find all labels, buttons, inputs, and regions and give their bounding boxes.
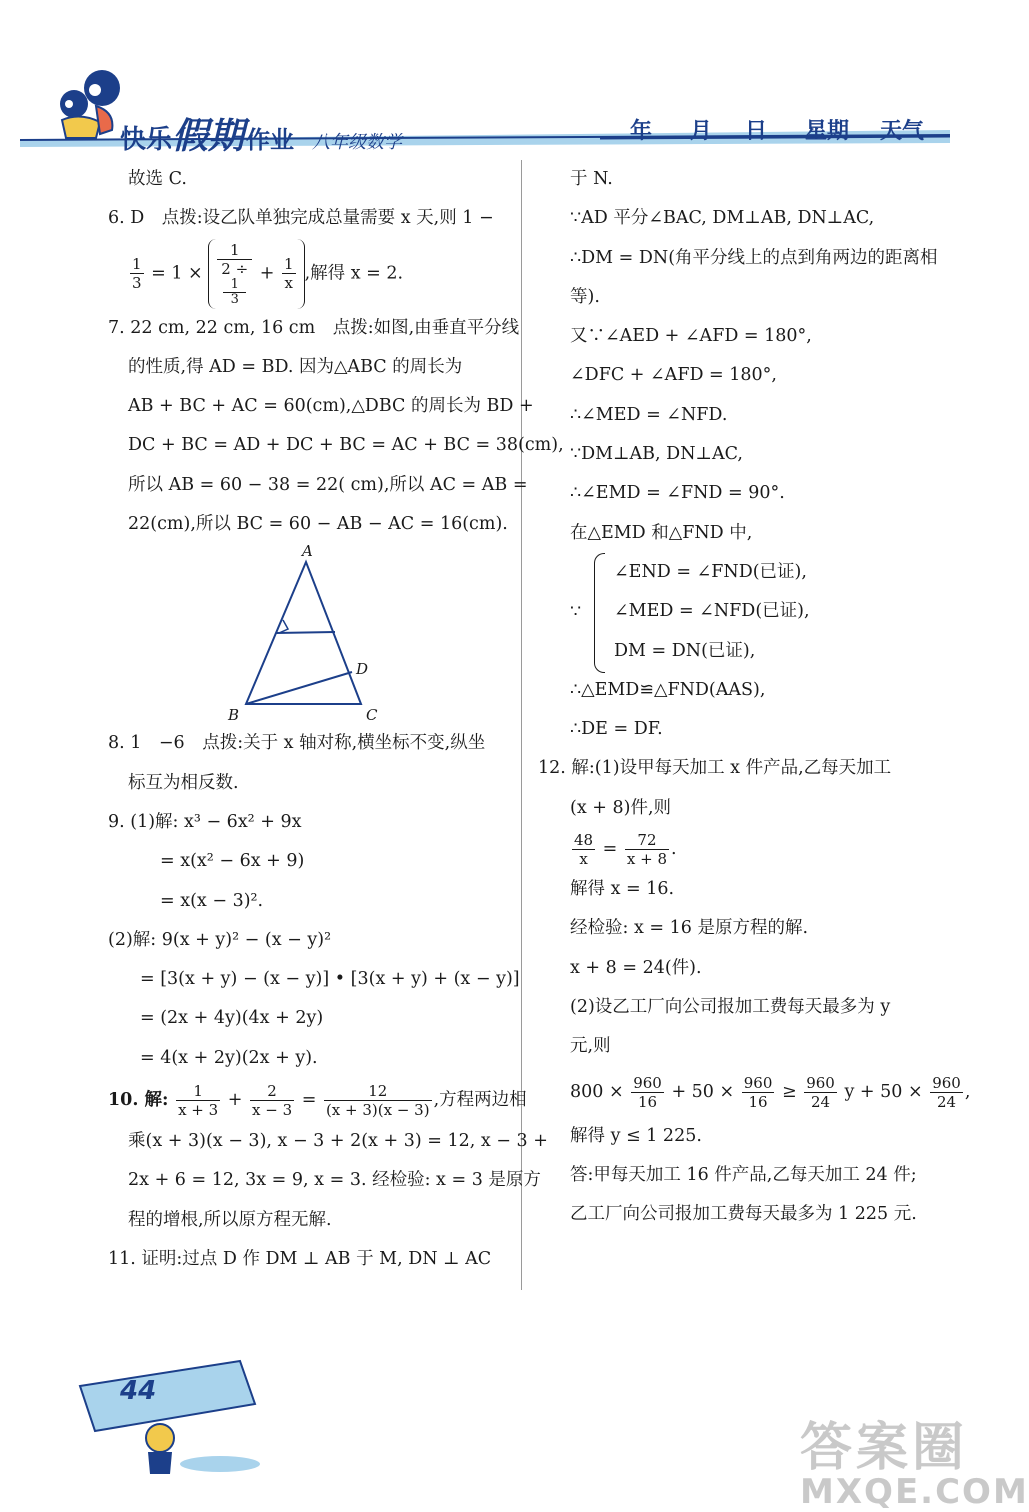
- numerator: 1: [223, 278, 246, 293]
- denominator: [217, 260, 252, 307]
- page-number-badge: [90, 1366, 210, 1428]
- system-line: DM = DN(已证),: [614, 640, 756, 661]
- question-7: 7. 22 cm, 22 cm, 16 cm 点拨:如图,由垂直平分线: [108, 317, 520, 338]
- cartoon-boy-icon: [146, 1424, 260, 1474]
- equation-text: ,解得 x = 2.: [304, 263, 404, 284]
- weather-label: 天气: [880, 119, 925, 144]
- text-line: ∴△EMD≌△FND(AAS),: [570, 679, 766, 700]
- fraction: [250, 1082, 294, 1119]
- numerator: 72: [625, 831, 669, 850]
- text-line: (x + 8)件,则: [570, 797, 672, 818]
- numerator: 12: [324, 1082, 432, 1101]
- denominator-text: 2 ÷: [221, 259, 249, 278]
- text-line: 故选 C.: [128, 169, 187, 189]
- text-line: AB + BC + AC = 60(cm),△DBC 的周长为 BD +: [128, 396, 534, 417]
- equation-text: = 1 ×: [151, 263, 203, 284]
- column-divider: [521, 160, 522, 1290]
- denominator: x: [284, 274, 294, 293]
- left-brace: [594, 553, 605, 673]
- fraction: [176, 1082, 220, 1119]
- punctuation: ,: [964, 1081, 971, 1102]
- left-column: [108, 160, 564, 1279]
- text-line: 等).: [570, 286, 600, 307]
- text-line: ∵AD 平分∠BAC, DM⊥AB, DN⊥AC,: [570, 208, 875, 229]
- operator: =: [301, 1090, 317, 1111]
- year-label: 年: [630, 119, 653, 144]
- text-line: 标互为相反数.: [128, 772, 239, 793]
- page-number: 44: [120, 1376, 157, 1406]
- numerator: 1: [284, 255, 294, 274]
- denominator: x + 3: [178, 1101, 219, 1120]
- fraction: [625, 831, 669, 868]
- right-column: [538, 160, 971, 1234]
- text-line: ∴DE = DF.: [570, 719, 663, 740]
- question-6: 6. D 点拨:设乙队单独完成总量需要 x 天,则 1 −: [108, 208, 494, 229]
- numerator: 1: [217, 241, 252, 260]
- inner-fraction: [221, 278, 248, 307]
- numerator: 960: [633, 1073, 662, 1092]
- equation-line: = (2x + 4y)(4x + 2y): [140, 1008, 324, 1029]
- page-badge-art: [70, 1356, 270, 1476]
- equation-text: ,方程两边相: [433, 1090, 527, 1111]
- bracket-group: [208, 239, 304, 309]
- cartoon-mascot-icon: [60, 70, 120, 138]
- denominator: 24: [936, 1092, 957, 1111]
- equation-line: = [3(x + y) − (x − y)] • [3(x + y) + (x − y)]: [140, 969, 520, 990]
- denominator: x − 3: [252, 1101, 293, 1120]
- denominator: x: [579, 850, 588, 869]
- point-label-b: B: [228, 706, 240, 725]
- text-line: 解得 y ≤ 1 225.: [570, 1125, 702, 1146]
- numerator: 960: [932, 1073, 961, 1092]
- denominator: 3: [230, 291, 239, 307]
- equation-system: [570, 553, 970, 671]
- subject-label: 八年级数学: [312, 132, 403, 153]
- text-line: ∴∠MED = ∠NFD.: [570, 404, 728, 425]
- point-label-a: A: [302, 542, 313, 561]
- text-line: (2)设乙工厂向公司报加工费每天最多为 y: [570, 996, 891, 1017]
- question-9: 9. (1)解: x³ − 6x² + 9x: [108, 811, 302, 832]
- equation-line: = x(x − 3)².: [160, 890, 264, 911]
- text-line: x + 8 = 24(件).: [570, 957, 702, 978]
- operator: ≥: [781, 1081, 797, 1102]
- equation-line: = 4(x + 2y)(2x + y).: [140, 1047, 318, 1068]
- month-label: 月: [690, 119, 713, 144]
- text-line: 于 N.: [570, 169, 613, 189]
- operator: +: [259, 263, 275, 284]
- watermark-text: 答案圈: [800, 1418, 969, 1478]
- text-line: ∴∠EMD = ∠FND = 90°.: [570, 483, 785, 504]
- text-line: 在△EMD 和△FND 中,: [570, 522, 753, 543]
- inequality-text: 800 ×: [570, 1081, 624, 1102]
- numerator: 1: [132, 255, 142, 274]
- text-line: 解得 x = 16.: [570, 879, 675, 900]
- brand-text-1: 快乐: [120, 125, 173, 155]
- text-line: 经检验: x = 16 是原方程的解.: [570, 918, 809, 939]
- operator: +: [227, 1090, 243, 1111]
- question-11: 11. 证明:过点 D 作 DM ⊥ AB 于 M, DN ⊥ AC: [108, 1248, 492, 1269]
- text-line: 乘(x + 3)(x − 3), x − 3 + 2(x + 3) = 12, x − 3 +: [128, 1131, 548, 1152]
- weekday-label: 星期: [805, 119, 850, 144]
- question-9-part-2: (2)解: 9(x + y)² − (x − y)²: [108, 929, 332, 950]
- denominator: (x + 3)(x − 3): [325, 1101, 430, 1120]
- numerator: 960: [806, 1073, 835, 1092]
- page-header: [0, 0, 1000, 157]
- numerator: 1: [176, 1082, 220, 1101]
- question-12: 12. 解:(1)设甲每天加工 x 件产品,乙每天加工: [538, 758, 892, 779]
- fraction: [324, 1082, 432, 1119]
- day-label: 日: [745, 119, 768, 144]
- numerator: 2: [250, 1082, 294, 1101]
- because-symbol: ∵: [570, 601, 582, 622]
- fraction: [804, 1074, 837, 1111]
- point-label-d: D: [356, 660, 369, 679]
- question-6-equation: [108, 239, 513, 309]
- denominator: 24: [810, 1092, 831, 1111]
- text-line: 的性质,得 AD = BD. 因为△ABC 的周长为: [128, 356, 463, 377]
- text-line: ∵DM⊥AB, DN⊥AC,: [570, 444, 743, 465]
- text-line: 所以 AB = 60 − 38 = 22( cm),所以 AC = AB =: [128, 474, 528, 495]
- punctuation: .: [671, 839, 677, 860]
- text-line: DC + BC = AD + DC + BC = AC + BC = 38(cm),: [128, 435, 564, 456]
- denominator: 16: [637, 1092, 658, 1111]
- point-label-c: C: [366, 706, 378, 725]
- text-line: 22(cm),所以 BC = 60 − AB − AC = 16(cm).: [128, 514, 508, 535]
- watermark-url: MXQE.COM: [800, 1472, 1029, 1512]
- brand-text-3: 作业: [246, 126, 295, 154]
- inequality-text: y + 50 ×: [844, 1081, 923, 1102]
- inequality: [570, 1067, 970, 1117]
- denominator: 3: [132, 274, 142, 293]
- question-10: [108, 1078, 527, 1122]
- system-line: ∠MED = ∠NFD(已证),: [614, 601, 810, 622]
- fraction: [631, 1074, 664, 1111]
- text-line: 又∵∠AED + ∠AFD = 180°,: [570, 326, 812, 347]
- numerator: 960: [743, 1073, 773, 1092]
- text-line: 元,则: [570, 1036, 611, 1057]
- fraction: [572, 831, 595, 868]
- text-line: 答:甲每天加工 16 件产品,乙每天加工 24 件;: [570, 1164, 917, 1185]
- fraction: [282, 255, 296, 292]
- proportion-equation: [570, 828, 970, 870]
- brand-text-2: 假期: [172, 116, 245, 157]
- watermark: [800, 1405, 1029, 1512]
- question-label: 10. 解:: [108, 1090, 169, 1111]
- system-line: ∠END = ∠FND(已证),: [614, 561, 807, 582]
- text-line: ∴DM = DN(角平分线上的点到角两边的距离相: [570, 247, 938, 268]
- numerator: 48: [574, 831, 594, 850]
- fraction: [130, 255, 144, 292]
- brand-title: [120, 108, 402, 159]
- operator: =: [602, 839, 618, 860]
- text-line: ∠DFC + ∠AFD = 180°,: [570, 365, 777, 386]
- text-line: 2x + 6 = 12, 3x = 9, x = 3. 经检验: x = 3 是原方: [128, 1170, 541, 1191]
- fraction: [742, 1074, 775, 1111]
- denominator: x + 8: [626, 850, 668, 869]
- text-line: 乙工厂向公司报加工费每天最多为 1 225 元.: [570, 1204, 917, 1225]
- equation-line: = x(x² − 6x + 9): [160, 851, 305, 872]
- question-8: 8. 1 −6 点拨:关于 x 轴对称,横坐标不变,纵坐: [108, 733, 486, 754]
- fraction: [217, 241, 252, 307]
- triangle-figure: [108, 544, 513, 724]
- inequality-text: + 50 ×: [671, 1081, 735, 1102]
- denominator: 16: [748, 1092, 768, 1111]
- fraction: [930, 1074, 963, 1111]
- text-line: 程的增根,所以原方程无解.: [128, 1209, 332, 1230]
